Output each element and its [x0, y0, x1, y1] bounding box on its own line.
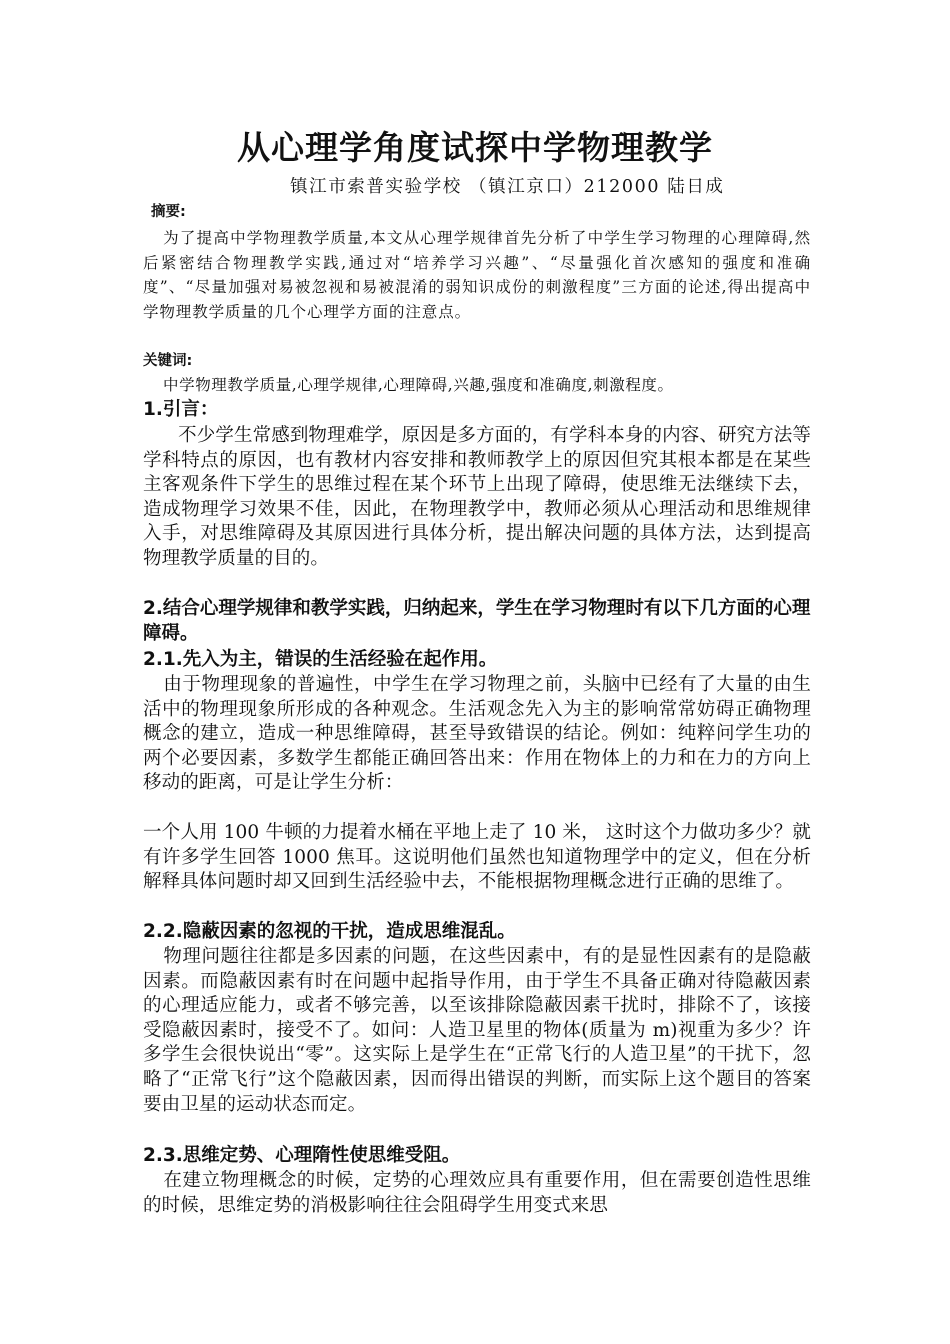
abstract-label: 摘要: — [151, 204, 186, 220]
section-2-1-heading: 2.1.先入为主，错误的生活经验在起作用。 — [143, 649, 498, 670]
section-2-1-paragraph: 由于物理现象的普遍性，中学生在学习物理之前，头脑中已经有了大量的由生活中的物理现象所形成的各种观念。生活观念先入为主的影响常常妨碍正确物理概念的建立，造成一种思维障碍，甚至导致错误的结论。例如：纯粹问学生功的两个必要因素，多数学生都能正确回答出来：作用在物体上的力和在力的方向上移动的距离，可是让学生分析： — [143, 674, 811, 794]
section-1-heading: 1.引言： — [143, 399, 219, 420]
abstract-text: 为了提高中学物理教学质量,本文从心理学规律首先分析了中学生学习物理的心理障碍,然后紧密结合物理教学实践,通过对“培养学习兴趣”、“尽量强化首次感知的强度和准确度”、“尽量加强对易被忽视和易被混淆的弱知识成份的刺激程度”三方面的论述,得出提高中学物理教学质量的几个心理学方面的注意点。 — [143, 229, 811, 321]
document-title: 从心理学角度试探中学物理教学 — [237, 128, 713, 167]
section-2-3-heading: 2.3.思维定势、心理隋性使思维受阻。 — [143, 1145, 461, 1166]
section-2-2-paragraph: 物理问题往往都是多因素的问题，在这些因素中，有的是显性因素有的是隐蔽因素。而隐蔽因素有时在问题中起指导作用，由于学生不具备正确对待隐蔽因素的心理适应能力，或者不够完善，以至该排除隐蔽因素干扰时，排除不了，该接受隐蔽因素时，接受不了。如问：人造卫星里的物体(质量为 m)视重为多少？许多学生会很快说出“零”。这实际上是学生在“正常飞行的人造卫星”的干扰下，忽略了“正常飞行”这个隐蔽因素，因而得出错误的判断，而实际上这个题目的答案要由卫星的运动状态而定。 — [143, 946, 811, 1115]
author-line: 镇江市索普实验学校 （镇江京口）212000 陆日成 — [290, 177, 725, 197]
section-1-paragraph: 不少学生常感到物理难学，原因是多方面的，有学科本身的内容、研究方法等学科特点的原因，也有教材内容安排和教师教学上的原因但究其根本都是在某些主客观条件下学生的思维过程在某个环节上出现了障碍，使思维无法继续下去，造成物理学习效果不佳，因此，在物理教学中，教师必须从心理活动和思维规律入手，对思维障碍及其原因进行具体分析，提出解决问题的具体方法，达到提高物理教学质量的目的。 — [143, 425, 811, 569]
section-2-2-heading: 2.2.隐蔽因素的忽视的干扰，造成思维混乱。 — [143, 921, 516, 942]
section-2-heading: 2.结合心理学规律和教学实践，归纳起来，学生在学习物理时有以下几方面的心理障碍。 — [143, 598, 811, 644]
keywords-label: 关键词: — [143, 353, 193, 369]
section-2-1-paragraph-2: 一个人用 100 牛顿的力提着水桶在平地上走了 10 米， 这时这个力做功多少？就有许多学生回答 1000 焦耳。这说明他们虽然也知道物理学中的定义，但在分析解释具体问题时却又回到生活经验中去，不能根据物理概念进行正确的思维了。 — [143, 822, 811, 893]
section-2-3-paragraph: 在建立物理概念的时候，定势的心理效应具有重要作用，但在需要创造性思维的时候，思维定势的消极影响往往会阻碍学生用变式来思 — [143, 1170, 811, 1216]
keywords-text: 中学物理教学质量,心理学规律,心理障碍,兴趣,强度和准确度,刺激程度。 — [163, 376, 674, 394]
